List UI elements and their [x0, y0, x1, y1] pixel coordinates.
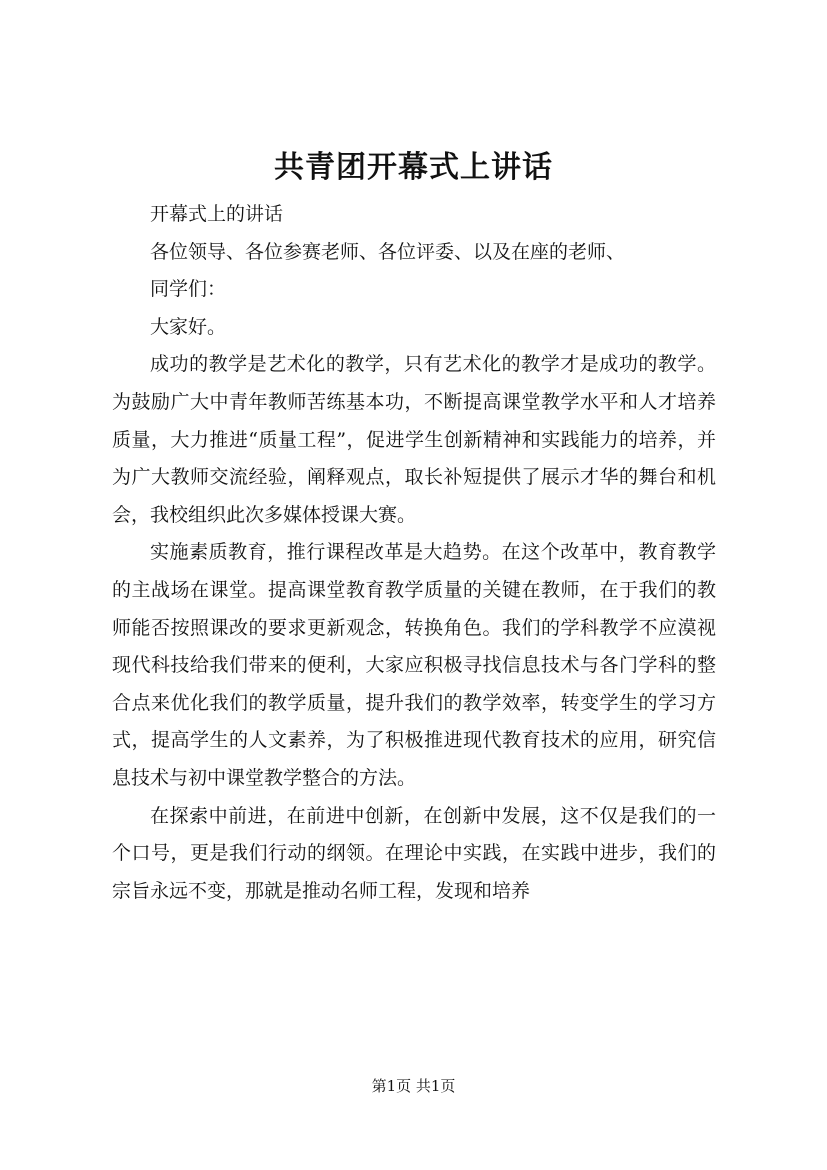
paragraph: 成功的教学是艺术化的教学，只有艺术化的教学才是成功的教学。为鼓励广大中青年教师苦练基本功，不断提高课堂教学水平和人才培养质量，大力推进“质量工程”，促进学生创新精神和实践能力的培养，并为广大教师交流经验，阐释观点，取长补短提供了展示才华的舞台和机会，我校组织此次多媒体授课大赛。 — [112, 353, 716, 526]
paragraph: 各位领导、各位参赛老师、各位评委、以及在座的老师、 — [150, 240, 626, 263]
document-title: 共青团开幕式上讲话 — [274, 150, 553, 185]
page-footer: 第1页 共1页 — [371, 1077, 456, 1095]
paragraph: 开幕式上的讲话 — [150, 203, 284, 225]
paragraph: 在探索中前进，在前进中创新，在创新中发展，这不仅是我们的一个口号，更是我们行动的纲领。在理论中实践，在实践中进步，我们的宗旨永远不变，那就是推动名师工程，发现和培养 — [112, 804, 716, 902]
paragraph: 实施素质教育，推行课程改革是大趋势。在这个改革中，教育教学的主战场在课堂。提高课堂教育教学质量的关键在教师，在于我们的教师能否按照课改的要求更新观念，转换角色。我们的学科教学不应漠视现代科技给我们带来的便利，大家应积极寻找信息技术与各门学科的整合点来优化我们的教学质量，提升我们的教学效率，转变学生的学习方式，提高学生的人文素养，为了积极推进现代教育技术的应用，研究信息技术与初中课堂教学整合的方法。 — [112, 541, 716, 789]
document-body — [112, 196, 716, 910]
paragraph: 同学们： — [150, 278, 227, 301]
paragraph: 大家好。 — [150, 315, 227, 338]
